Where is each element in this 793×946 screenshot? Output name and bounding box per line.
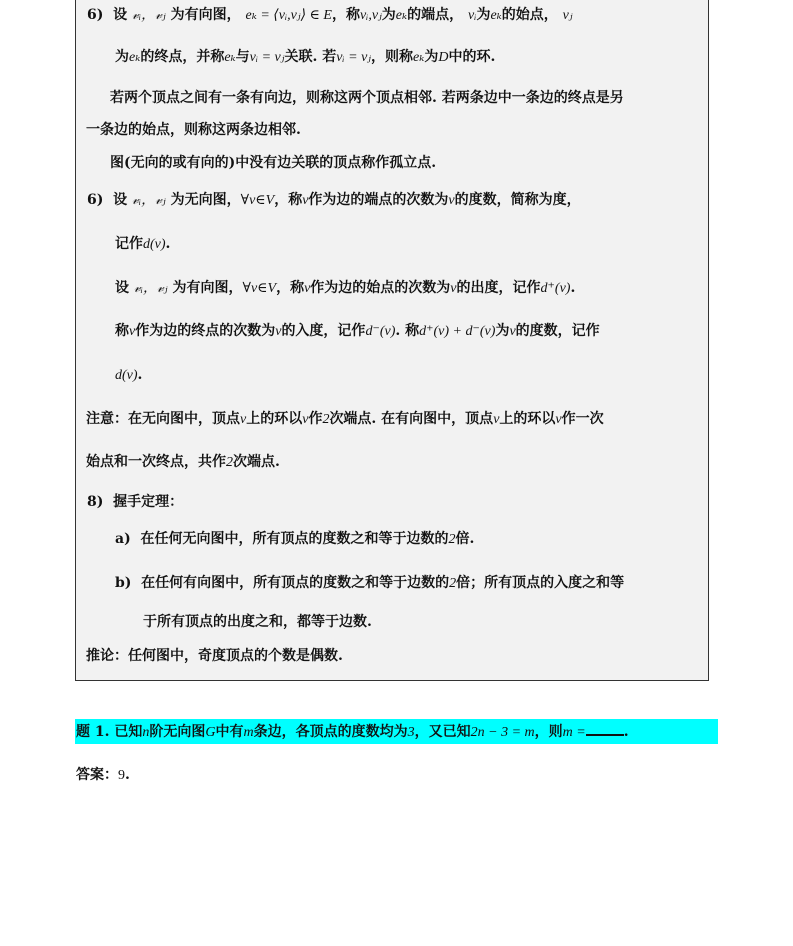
handshake-b-cont: 于所有顶点的出度之和，都等于边数. — [143, 614, 372, 630]
out-degree-text: 设 𝓋ᵢ，𝓋ⱼ 为有向图，∀v∈V，称v作为边的始点的次数为v的出度，记作d⁺(v). — [115, 280, 576, 296]
note-text-cont: 始点和一次终点，共作2次端点. — [86, 454, 280, 470]
answer-line: 答案：9. — [76, 767, 130, 783]
corollary-text: 推论：任何图中，奇度顶点的个数是偶数. — [86, 648, 343, 664]
note-text: 注意：在无向图中，顶点v上的环以v作2次端点. 在有向图中，顶点v上的环以v作一次 — [86, 411, 604, 427]
answer-label: 答案： — [76, 767, 118, 783]
degree-notation: 记作d(v). — [115, 236, 171, 252]
handshake-heading: 8) 握手定理： — [87, 494, 184, 510]
item-6-directed-cont: 为eₖ的终点，并称eₖ与vᵢ = vⱼ关联. 若vᵢ = vⱼ，则称eₖ为D中的环. — [115, 49, 496, 65]
isolated-vertex-text: 图(无向的或有向的)中没有边关联的顶点称作孤立点. — [110, 155, 437, 171]
degree-notation-2: d(v). — [115, 367, 143, 383]
adjacency-text: 若两个顶点之间有一条有向边，则称这两个顶点相邻. 若两条边中一条边的终点是另 — [110, 90, 624, 106]
question-text: 题 1. 已知n阶无向图G中有m条边，各顶点的度数均为3，又已知2n − 3 = m，则m = . — [76, 724, 629, 740]
answer-value: 9 — [118, 768, 125, 783]
definition-box — [75, 0, 709, 681]
item-6-undirected: 6) 设 𝓋ᵢ，𝓋ⱼ 为无向图，∀v∈V，称v作为边的端点的次数为v的度数，简称为度， — [87, 192, 581, 208]
item-6-directed: 6) 设 𝓋ᵢ，𝓋ⱼ 为有向图， eₖ = ⟨vᵢ,vⱼ⟩ ∈ E，称vᵢ,vⱼ为eₖ的端点， vᵢ为eₖ的始点， vⱼ — [87, 7, 573, 23]
handshake-a: a) 在任何无向图中，所有顶点的度数之和等于边数的2倍. — [115, 531, 475, 547]
adjacency-text-cont: 一条边的始点，则称这两条边相邻. — [86, 122, 301, 138]
in-degree-text: 称v作为边的终点的次数为v的入度，记作d⁻(v). 称d⁺(v) + d⁻(v)为v的度数，记作 — [115, 323, 600, 339]
answer-blank — [586, 722, 624, 736]
handshake-b: b) 在任何有向图中，所有顶点的度数之和等于边数的2倍；所有顶点的入度之和等 — [115, 575, 625, 591]
question-highlight — [75, 719, 718, 744]
